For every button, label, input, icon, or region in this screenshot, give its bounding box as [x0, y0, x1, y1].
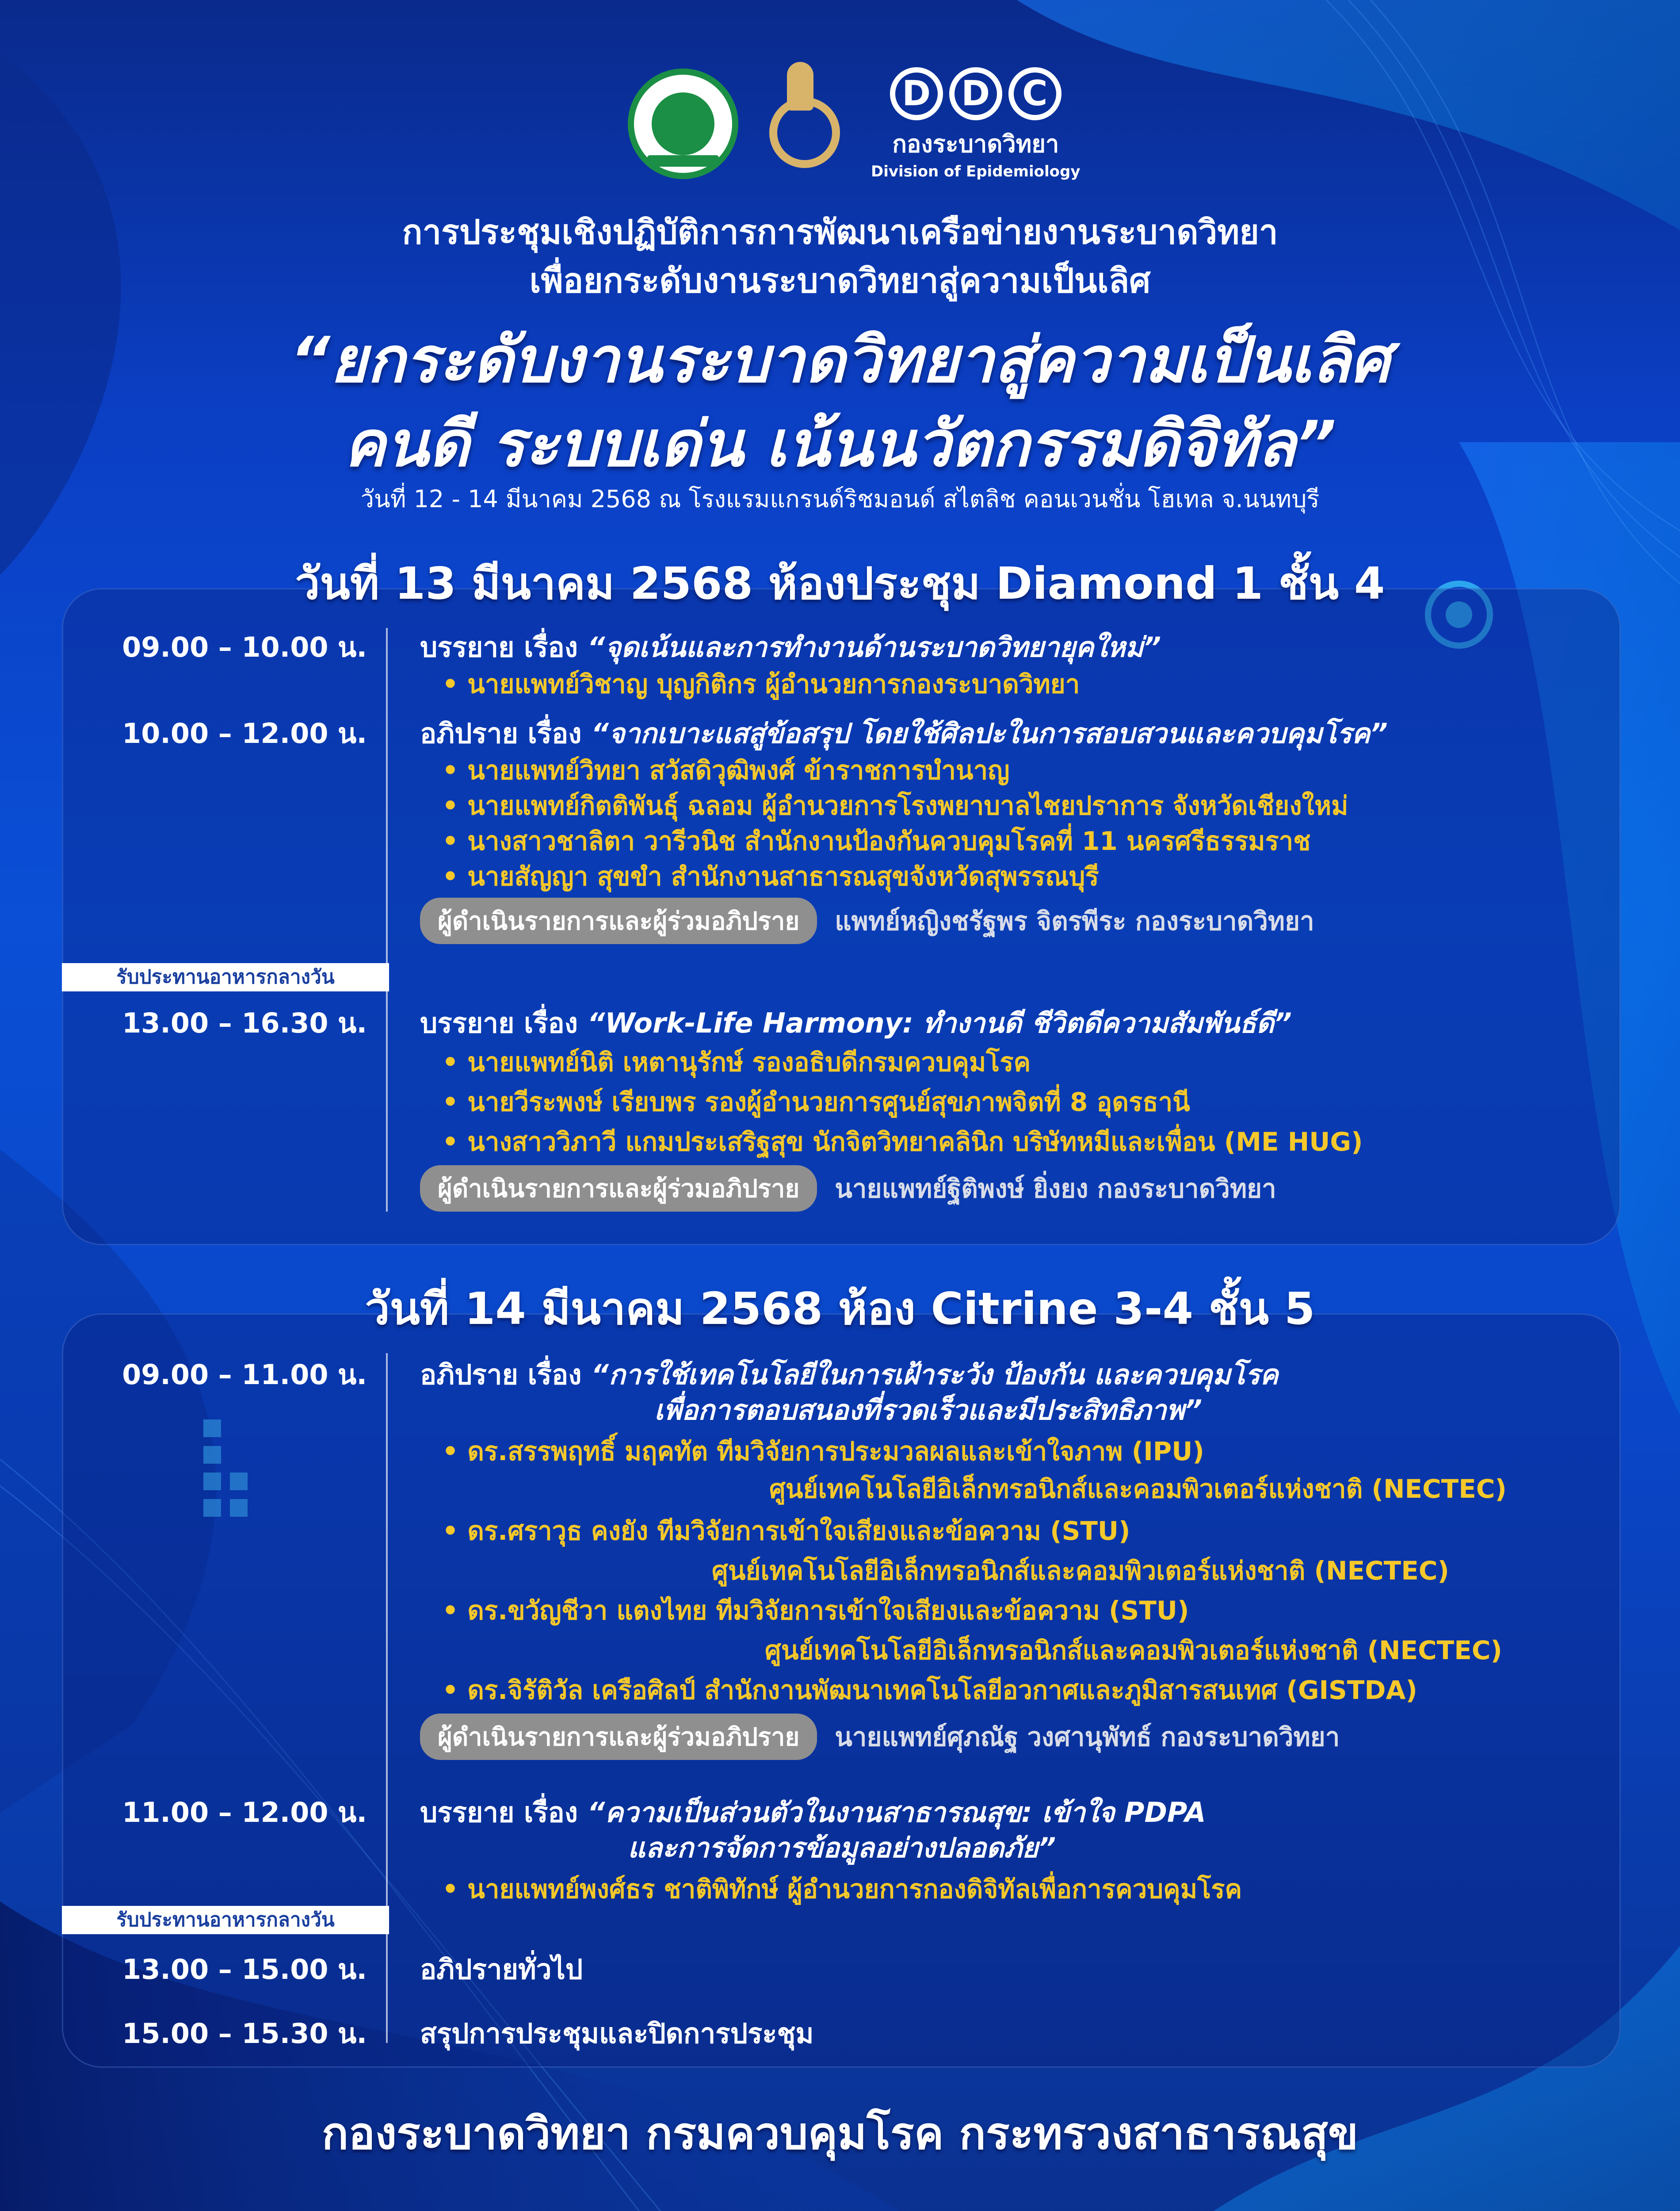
session-topic: “การใช้เทคโนโลยีในการเฝ้าระวัง ป้องกัน และควบคุมโรค — [591, 1358, 1279, 1391]
main-title-line-1: “ยกระดับงานระบาดวิทยาสู่ความเป็นเลิศ — [290, 324, 1390, 397]
speaker-affiliation: ศูนย์เทคโนโลยีอิเล็กทรอนิกส์และคอมพิวเตอร์แห่งชาติ (NECTEC) — [712, 1556, 1449, 1586]
subtitle-line-2: เพื่อยกระดับงานระบาดวิทยาสู่ความเป็นเลิศ — [529, 261, 1151, 300]
moderator-row — [420, 1714, 1340, 1760]
lunch-break: รับประทานอาหารกลางวัน — [62, 963, 389, 991]
speaker-affiliation: ศูนย์เทคโนโลยีอิเล็กทรอนิกส์และคอมพิวเตอร์แห่งชาติ (NECTEC) — [769, 1474, 1507, 1504]
moderator-name: นายแพทย์ศุภณัฐ วงศานุพัทธ์ กองระบาดวิทยา — [835, 1722, 1340, 1752]
lunch-break: รับประทานอาหารกลางวัน — [62, 1906, 389, 1934]
event-dateline: วันที่ 12 - 14 มีนาคม 2568 ณ โรงแรมแกรนด์ริชมอนด์ สไตลิช คอนเวนชั่น โฮเทล จ.นนทบุรี — [360, 485, 1320, 513]
speaker-item: • นายวีระพงษ์ เรียบพร รองผู้อำนวยการศูนย์สุขภาพจิตที่ 8 อุดรธานี — [442, 1087, 1190, 1117]
speaker-item: • นายแพทย์นิติ เหตานุรักษ์ รองอธิบดีกรมควบคุมโรค — [442, 1047, 1031, 1077]
ddc-anniversary-logo — [760, 62, 849, 186]
moph-logo — [628, 69, 738, 179]
session-time: 13.00 – 16.30 น. — [122, 1007, 367, 1039]
ddc-letter: D — [949, 67, 1002, 120]
session-heading — [420, 712, 1640, 755]
speaker-item: • ดร.ศราวุธ คงยัง ทีมวิจัยการเข้าใจเสียงและข้อความ (STU) — [442, 1516, 1130, 1546]
session-topic-cont: และการจัดการข้อมูลอย่างปลอดภัย” — [628, 1832, 1056, 1864]
session-item: อภิปรายทั่วไป — [420, 1953, 583, 1985]
speaker-item: • นายแพทย์กิตติพันธุ์ ฉลอม ผู้อำนวยการโรงพยาบาลไชยปราการ จังหวัดเชียงใหม่ — [442, 791, 1348, 821]
session-heading — [420, 1002, 1640, 1045]
speaker-item: • นางสาววิภาวี แกมประเสริฐสุข นักจิตวิทยาคลินิก บริษัทหมีและเพื่อน (ME HUG) — [442, 1127, 1363, 1157]
session-time: 09.00 – 11.00 น. — [122, 1358, 367, 1391]
subtitle — [0, 208, 1680, 305]
moderator-name: แพทย์หญิงชรัฐพร จิตรพีระ กองระบาดวิทยา — [835, 906, 1314, 936]
session-topic: “จุดเน้นและการทำงานด้านระบาดวิทยายุคใหม่” — [587, 631, 1161, 663]
day1-heading: วันที่ 13 มีนาคม 2568 ห้องประชุม Diamond 1 ชั้น 4 — [295, 558, 1385, 609]
moderator-row — [420, 1165, 1276, 1212]
session-type: อภิปราย เรื่อง — [420, 1358, 592, 1391]
speaker-item: • ดร.จิรัติวัล เครือศิลป์ สำนักงานพัฒนาเทคโนโลยีอวกาศและภูมิสารสนเทศ (GISTDA) — [442, 1675, 1417, 1705]
speaker-item: • นายสัญญา สุขขำ สำนักงานสาธารณสุขจังหวัดสุพรรณบุรี — [442, 861, 1099, 891]
moderator-label: ผู้ดำเนินรายการและผู้ร่วมอภิปราย — [420, 1165, 817, 1212]
session-time: 15.00 – 15.30 น. — [122, 2017, 367, 2050]
session-time: 09.00 – 10.00 น. — [122, 631, 367, 663]
subtitle-line-1: การประชุมเชิงปฏิบัติการการพัฒนาเครือข่ายงานระบาดวิทยา — [402, 212, 1278, 252]
session-heading — [420, 626, 1640, 669]
session-item: สรุปการประชุมและปิดการประชุม — [420, 2017, 814, 2050]
session-time: 10.00 – 12.00 น. — [122, 717, 367, 750]
session-topic: “Work-Life Harmony: ทำงานดี ชีวิตดีความสัมพันธ์ดี” — [587, 1007, 1292, 1039]
ddc-thai-name: กองระบาดวิทยา — [892, 130, 1059, 158]
day2-heading: วันที่ 14 มีนาคม 2568 ห้อง Citrine 3-4 ชั้น 5 — [365, 1283, 1315, 1335]
speaker-affiliation: ศูนย์เทคโนโลยีอิเล็กทรอนิกส์และคอมพิวเตอร์แห่งชาติ (NECTEC) — [765, 1635, 1502, 1665]
session-type: บรรยาย เรื่อง — [420, 1007, 588, 1039]
session-item — [420, 712, 1640, 755]
session-time: 13.00 – 15.00 น. — [122, 1953, 367, 1985]
speaker-item: • ดร.สรรพฤทธิ์ มฤคทัต ทีมวิจัยการประมวลผลและเข้าใจภาพ (IPU) — [442, 1436, 1204, 1466]
speaker-item: • ดร.ขวัญชีวา แตงไทย ทีมวิจัยการเข้าใจเสียงและข้อความ (STU) — [442, 1595, 1189, 1626]
main-title-line-2: คนดี ระบบเด่น เน้นนวัตกรรมดิจิทัล” — [344, 408, 1336, 481]
speaker-item: • นายแพทย์วิชาญ บุญกิติกร ผู้อำนวยการกองระบาดวิทยา — [442, 669, 1080, 699]
speaker-item: • นายแพทย์พงศ์ธร ชาติพิทักษ์ ผู้อำนวยการกองดิจิทัลเพื่อการควบคุมโรค — [442, 1874, 1242, 1904]
ddc-logo — [871, 67, 1081, 180]
session-time: 11.00 – 12.00 น. — [122, 1796, 367, 1828]
moderator-name: นายแพทย์ฐิติพงษ์ ยิ่งยง กองระบาดวิทยา — [835, 1174, 1276, 1204]
session-type: อภิปราย เรื่อง — [420, 717, 592, 750]
speaker-item: • นายแพทย์วิทยา สวัสดิวุฒิพงศ์ ข้าราชการบำนาญ — [442, 755, 1010, 785]
session-item — [420, 1002, 1640, 1045]
moderator-row — [420, 898, 1314, 944]
ddc-letter: D — [890, 67, 943, 120]
session-type: บรรยาย เรื่อง — [420, 1796, 588, 1828]
footer-organizer: กองระบาดวิทยา กรมควบคุมโรค กระทรวงสาธารณสุข — [321, 2108, 1359, 2159]
moderator-label: ผู้ดำเนินรายการและผู้ร่วมอภิปราย — [420, 1714, 817, 1760]
logo-bar — [628, 57, 1081, 190]
ddc-english-name: Division of Epidemiology — [871, 163, 1081, 180]
timeline-divider — [386, 628, 388, 1212]
ddc-letter: C — [1008, 67, 1061, 120]
session-type: บรรยาย เรื่อง — [420, 631, 588, 663]
timeline-divider — [386, 1353, 388, 2043]
session-topic-cont: เพื่อการตอบสนองที่รวดเร็วและมีประสิทธิภาพ” — [654, 1394, 1203, 1426]
session-item — [420, 626, 1640, 669]
session-topic: “ความเป็นส่วนตัวในงานสาธารณสุข: เข้าใจ PDPA — [587, 1796, 1206, 1828]
speaker-item: • นางสาวชาลิตา วารีวนิช สำนักงานป้องกันควบคุมโรคที่ 11 นครศรีธรรมราช — [442, 826, 1311, 856]
session-topic: “จากเบาะแสสู่ข้อสรุป โดยใช้ศิลปะในการสอบสวนและควบคุมโรค” — [591, 717, 1388, 750]
main-title — [0, 318, 1680, 486]
moderator-label: ผู้ดำเนินรายการและผู้ร่วมอภิปราย — [420, 898, 817, 944]
